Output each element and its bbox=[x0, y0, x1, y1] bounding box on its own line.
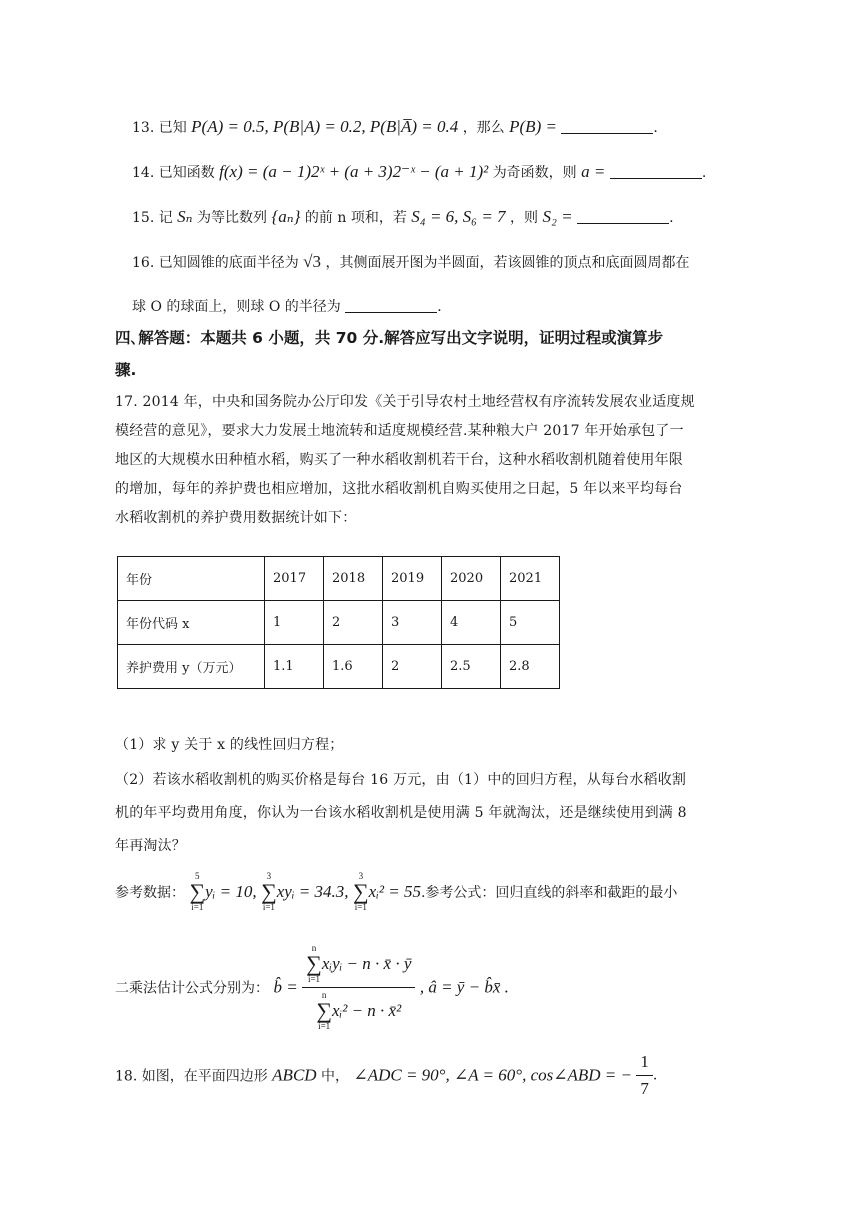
q17-part1 bbox=[115, 731, 737, 760]
q18-prefix: 18. 如图，在平面四边形 bbox=[115, 1068, 268, 1085]
formula-label: 二乘法估计公式分别为： bbox=[115, 980, 269, 997]
q15-mid3: ，则 bbox=[510, 210, 539, 226]
q18-shape: ABCD bbox=[272, 1065, 317, 1085]
numerator-expr: xᵢyᵢ − n · x̄ · ȳ bbox=[321, 954, 412, 973]
ref-expr: yᵢ = 10, bbox=[205, 882, 257, 901]
summation-icon bbox=[306, 944, 322, 984]
table-cell: 2.8 bbox=[501, 645, 560, 689]
q17-reference-data bbox=[115, 872, 677, 912]
sum-lower: i=1 bbox=[307, 974, 321, 984]
q15-number: 15. bbox=[132, 210, 155, 226]
q17-part2-line: 机的年平均费用角度，你认为一台该水稻收割机是使用满 5 年就淘汰，还是继续使用到满 8 bbox=[115, 805, 687, 821]
table-row bbox=[118, 645, 560, 689]
sigma-icon: ∑ bbox=[316, 998, 332, 1023]
table-cell: 2020 bbox=[442, 557, 501, 601]
sum-upper: 5 bbox=[195, 871, 200, 881]
sum-lower: i=1 bbox=[191, 902, 204, 912]
q16-answer-blank[interactable] bbox=[345, 298, 437, 313]
q13-prefix: 已知 bbox=[158, 120, 187, 136]
table-cell: 1 bbox=[265, 601, 324, 645]
fraction-numerator bbox=[302, 944, 415, 988]
ref-tail: .参考公式：回归直线的斜率和截距的最小 bbox=[420, 885, 678, 901]
table-cell: 2021 bbox=[501, 557, 560, 601]
q17-part2-line: （2）若该水稻收割机的购买价格是每台 16 万元，由（1）中的回归方程，从每台水稻收割 bbox=[115, 772, 687, 788]
sum-upper: n bbox=[321, 990, 327, 1000]
b-hat-label: b̂ = bbox=[273, 977, 298, 997]
q14-function: f(x) = (a − 1)2ˣ + (a + 3)2⁻ˣ − (a + 1)² bbox=[219, 162, 489, 181]
q14-prefix: 已知函数 bbox=[158, 165, 215, 181]
section-4-heading bbox=[115, 326, 663, 380]
sum-lower: i=1 bbox=[262, 902, 275, 912]
sum-lower: i=1 bbox=[318, 1021, 331, 1031]
q13-number: 13. bbox=[132, 120, 155, 136]
table-row bbox=[118, 557, 560, 601]
question-18 bbox=[115, 1052, 657, 1099]
table-cell: 4 bbox=[442, 601, 501, 645]
ref-expr: xyᵢ = 34.3, bbox=[276, 882, 349, 901]
sum-upper: 3 bbox=[358, 871, 364, 881]
question-16-line2: 球 O 的球面上，则球 O 的半径为 . bbox=[132, 299, 442, 315]
q17-part2-line: 年再淘汰？ bbox=[115, 838, 186, 854]
table-cell: 2.5 bbox=[442, 645, 501, 689]
q15-mid1: 为等比数列 bbox=[197, 210, 268, 226]
table-cell: 养护费用 y（万元） bbox=[118, 645, 265, 689]
question-13: 13. 已知 P(A) = 0.5, P(B|A) = 0.2, P(B|A̅) = 0.4 ，那么 P(B) = . bbox=[132, 117, 658, 136]
a-hat-formula: , â = ȳ − b̂x̄ . bbox=[419, 977, 509, 997]
table-cell: 5 bbox=[501, 601, 560, 645]
q13-answer-blank[interactable] bbox=[561, 119, 653, 134]
summation-icon bbox=[316, 991, 332, 1031]
fraction-denominator bbox=[302, 988, 415, 1031]
q13-answer-label: P(B) = bbox=[509, 117, 557, 136]
q17-intro-line: 17. 2014 年，中央和国务院办公厅印发《关于引导农村土地经营权有序流转发展农业适度规 bbox=[115, 394, 695, 410]
question-16-line1 bbox=[132, 252, 689, 272]
table-cell: 年份代码 x bbox=[118, 601, 265, 645]
question-14: 14. 已知函数 f(x) = (a − 1)2ˣ + (a + 3)2⁻ˣ − (a + 1)² 为奇函数，则 a = . bbox=[132, 162, 707, 181]
q15-answer-blank[interactable] bbox=[577, 209, 669, 224]
table-cell: 2018 bbox=[324, 557, 383, 601]
summation-icon bbox=[261, 872, 277, 912]
ref-expr: xᵢ² = 55 bbox=[368, 882, 421, 901]
q15-an: {aₙ} bbox=[271, 207, 301, 226]
q17-intro-line: 模经营的意见》，要求大力发展土地流转和适度规模经营.某种粮大户 2017 年开始承包了一 bbox=[115, 423, 684, 439]
sum-lower: i=1 bbox=[354, 902, 367, 912]
q15-prefix: 记 bbox=[158, 210, 173, 226]
b-hat-fraction bbox=[302, 944, 415, 1031]
q13-given: P(A) = 0.5, P(B|A) = 0.2, P(B|A̅) = 0.4 bbox=[191, 117, 459, 136]
q17-regression-formula bbox=[115, 944, 509, 1031]
q16-line2: 球 O 的球面上，则球 O 的半径为 bbox=[132, 299, 341, 315]
q17-intro-line: 水稻收割机的养护费用数据统计如下： bbox=[115, 510, 357, 526]
q17-intro-line: 地区的大规模水田种植水稻，购买了一种水稻收割机若干台，这种水稻收割机随着使用年限 bbox=[115, 452, 683, 468]
fraction-denominator: 7 bbox=[640, 1079, 649, 1098]
table-row bbox=[118, 601, 560, 645]
ref-label: 参考数据： bbox=[115, 885, 185, 901]
q14-answer-label: a = bbox=[581, 162, 606, 181]
q13-mid: ，那么 bbox=[462, 120, 505, 136]
q18-mid: 中， bbox=[321, 1068, 350, 1085]
q15-answer-label: S₂ = bbox=[542, 207, 573, 226]
table-cell: 2019 bbox=[383, 557, 442, 601]
sum-upper: 3 bbox=[266, 871, 272, 881]
sigma-icon: ∑ bbox=[306, 951, 322, 976]
sigma-icon: ∑ bbox=[261, 879, 277, 904]
q17-part2 bbox=[115, 764, 737, 863]
table-cell: 2 bbox=[324, 601, 383, 645]
q16-line1-post: ，其侧面展开图为半圆面，若该圆锥的顶点和底面圆周都在 bbox=[325, 255, 690, 271]
summation-icon bbox=[189, 872, 205, 912]
table-cell: 2 bbox=[383, 645, 442, 689]
maintenance-cost-table bbox=[117, 556, 560, 689]
q18-condition: ∠ADC = 90°, ∠A = 60°, cos∠ABD = − bbox=[353, 1065, 632, 1085]
q18-fraction bbox=[636, 1052, 653, 1099]
q17-intro bbox=[115, 388, 737, 533]
denominator-expr: xᵢ² − n · x̄² bbox=[332, 1001, 402, 1020]
q17-part1-text: （1）求 y 关于 x 的线性回归方程； bbox=[115, 737, 344, 753]
table-cell: 1.1 bbox=[265, 645, 324, 689]
q14-number: 14. bbox=[132, 165, 155, 181]
summation-icon bbox=[353, 872, 369, 912]
q16-root: √3 bbox=[303, 252, 322, 271]
section-4-line1: 四､解答题：本题共 6 小题，共 70 分.解答应写出文字说明，证明过程或演算步 bbox=[115, 329, 664, 347]
sigma-icon: ∑ bbox=[189, 879, 206, 904]
question-15: 15. 记 Sₙ 为等比数列 {aₙ} 的前 n 项和，若 S₄ = 6, S₆ = 7 ，则 S₂ = . bbox=[132, 207, 674, 226]
q14-answer-blank[interactable] bbox=[610, 164, 702, 179]
table-cell: 年份 bbox=[118, 557, 265, 601]
table-cell: 1.6 bbox=[324, 645, 383, 689]
q15-mid2: 的前 n 项和，若 bbox=[304, 210, 407, 226]
section-4-line2: 骤. bbox=[115, 361, 137, 379]
sigma-icon: ∑ bbox=[352, 879, 369, 904]
q16-line1-pre: 已知圆锥的底面半径为 bbox=[158, 255, 299, 271]
q17-intro-line: 的增加，每年的养护费也相应增加，这批水稻收割机自购买使用之日起，5 年以来平均每台 bbox=[115, 481, 683, 497]
q14-mid: 为奇函数，则 bbox=[492, 165, 577, 181]
table-cell: 2017 bbox=[265, 557, 324, 601]
fraction-numerator: 1 bbox=[636, 1052, 653, 1076]
sum-upper: n bbox=[311, 943, 317, 953]
q15-sn: Sₙ bbox=[177, 207, 193, 226]
q15-condition: S₄ = 6, S₆ = 7 bbox=[411, 207, 506, 226]
table-cell: 3 bbox=[383, 601, 442, 645]
q16-number: 16. bbox=[132, 255, 155, 271]
q18-end: . bbox=[652, 1067, 658, 1084]
